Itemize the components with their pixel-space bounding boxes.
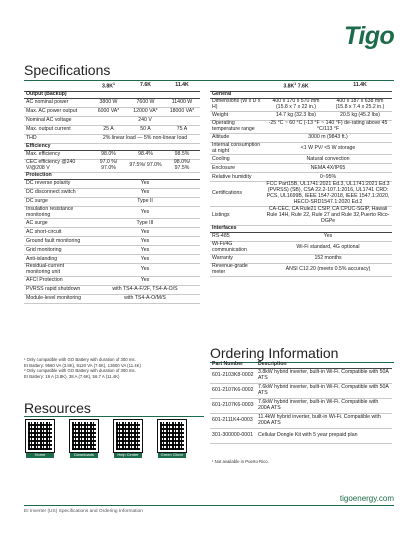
spec-label: Max. output current [24, 125, 90, 134]
part-number: 601-2111K4-0003 [210, 413, 256, 428]
table-row [210, 428, 392, 443]
spec-value: Natural convection [264, 155, 392, 164]
spec-row [24, 286, 200, 295]
spec-value: with TS4-A-O/M/S [90, 295, 200, 304]
spec-value: -25 °C ~ 60 °C (-13 °F ~ 140 °F) de-rating above 45 °C/113 °F [264, 120, 392, 133]
specifications-rule [24, 80, 394, 81]
col-header: 7.6K [127, 82, 164, 91]
spec-label: RS-485 [210, 233, 264, 242]
spec-value: 75 A [164, 125, 200, 134]
part-description: 7.6kW hybrid inverter, built-in Wi-Fi. Compatible with 200A ATS [256, 398, 392, 413]
spec-label: AC nominal power [24, 98, 90, 107]
spec-value: Yes [90, 206, 200, 219]
spec-row [24, 125, 200, 134]
spec-label: Grid monitoring [24, 246, 90, 255]
spec-label: THD [24, 134, 90, 143]
spec-row [24, 179, 200, 188]
header-blank [24, 82, 90, 91]
specifications-title: Specifications [24, 62, 111, 78]
spec-value: CA-CEC, CA Rule21 CSIP, CA CPUC-SGIP, Hawaii Rule 14H, Rule 22, Rule 27 and Rule 32,Puerto Rico-OGPe [264, 207, 392, 226]
spec-row [24, 228, 200, 237]
part-number: 601-2107K6-0002 [210, 383, 256, 398]
spec-value: Yes [90, 179, 200, 188]
qr-home[interactable] [26, 420, 54, 460]
spec-row [24, 150, 200, 159]
footnote: EI Battery: 19 A (3.8K), 38 A (7.6K), 56.7 A (11.4K) [24, 373, 120, 379]
spec-value: 3800 W [90, 98, 127, 107]
spec-value: 98.0%/ 97.5% [164, 159, 200, 172]
spec-label: Revenue-grade meter [210, 264, 264, 277]
header-row [210, 82, 392, 91]
section-row [24, 91, 200, 98]
spec-value: Yes [90, 246, 200, 255]
spec-row [24, 116, 200, 125]
ordering-table [210, 362, 392, 444]
part-description: 3.8kW hybrid inverter, built-in Wi-Fi. Compatible with 50A ATS [256, 368, 392, 383]
spec-row [210, 242, 392, 255]
spec-value: 98.5% [164, 150, 200, 159]
spec-label: Altitude [210, 133, 264, 142]
section-label: Interfaces [210, 226, 392, 233]
spec-row [24, 107, 200, 116]
spec-label: Max. efficiency [24, 150, 90, 159]
spec-label: AC surge [24, 219, 90, 228]
footer-doc-title: EI Inverter (US) Specifications and Ordering Information [24, 509, 143, 514]
spec-value: ANSI C12.20 (meets 0.5% accuracy) [264, 264, 392, 277]
spec-value: Yes [90, 237, 200, 246]
spec-label: Listings [210, 207, 264, 226]
spec-value: 2% linear load — 5% non-linear load [90, 134, 200, 143]
table-row [210, 413, 392, 428]
footnote: ¹ Only compatible with GO Battery with duration of 300 ms. [24, 357, 136, 362]
spec-label: AC short-circuit [24, 228, 90, 237]
spec-value: 20.5 kg (45.2 lbs) [328, 111, 392, 120]
spec-value: Type III [90, 219, 200, 228]
spec-row [210, 133, 392, 142]
spec-value: 6000 VA* [90, 107, 127, 116]
spec-row [210, 98, 392, 111]
spec-row [24, 206, 200, 219]
section-label: Output (Backup) [24, 91, 200, 98]
spec-value: Yes [90, 228, 200, 237]
header-row [24, 82, 200, 91]
section-row [24, 172, 200, 179]
spec-value: with TS4-A-F/2F, TS4-A-O/S [90, 286, 200, 295]
spec-label: Insulation resistance monitoring [24, 206, 90, 219]
spec-value: 0~95% [264, 173, 392, 182]
ordering-title: Ordering Information [210, 345, 339, 361]
section-label: Protection [24, 172, 200, 179]
spec-value: 400 x 170 x 570 mm (15.8 x 7 x 22 in.) [264, 98, 328, 111]
footnote: ² Only compatible with GO Battery with duration of 300 ms. [24, 368, 136, 374]
spec-value: 3000 m (9843 ft.) [264, 133, 392, 142]
col-header: 11.4K [328, 82, 392, 91]
part-number: 601-2103K8-0002 [210, 368, 256, 383]
spec-label: DC disconnect switch [24, 188, 90, 197]
resources-title: Resources [24, 400, 91, 416]
spec-label: DC reverse polarity [24, 179, 90, 188]
section-label: General [210, 91, 392, 98]
col-header: $3.8K^1$ [90, 82, 127, 91]
resources-rule [24, 416, 204, 417]
spec-row [210, 120, 392, 133]
spec-value: NEMA 4X/IP65 [264, 164, 392, 173]
qr-code-icon [26, 420, 54, 452]
spec-label: AFCI Protection [24, 277, 90, 286]
spec-value: 25 A [90, 125, 127, 134]
spec-label: Operating temperature range [210, 120, 264, 133]
spec-table-right [210, 82, 392, 277]
qr-downloads[interactable] [70, 420, 98, 460]
spec-value: 400 x 187 x 638 mm (15.8 x 7.4 x 25.2 in.) [328, 98, 392, 111]
part-description: 7.6kW hybrid inverter, built-in Wi-Fi. Compatible with 50A ATS [256, 383, 392, 398]
spec-value: Yes [90, 277, 200, 286]
spec-label: Weight [210, 111, 264, 120]
spec-label: Certifications [210, 182, 264, 207]
spec-row [24, 219, 200, 228]
spec-label: CEC efficiency @240 V/@208 V [24, 159, 90, 172]
spec-value: Wi-Fi standard, 4G optional [264, 242, 392, 255]
spec-value: Yes [264, 233, 392, 242]
table-row [210, 398, 392, 413]
spec-label: Module-level monitoring [24, 295, 90, 304]
resources-qr-row [24, 420, 204, 464]
col-header: Description [256, 362, 392, 368]
spec-label: Warranty [210, 255, 264, 264]
spec-label: Anti-islanding [24, 255, 90, 264]
spec-row [210, 207, 392, 226]
spec-table-left [24, 82, 200, 304]
col-header: 11.4K [164, 82, 200, 91]
spec-row [24, 237, 200, 246]
spec-value: 97.5%/ 97.0% [127, 159, 164, 172]
spec-row [210, 142, 392, 155]
spec-value: 18000 VA* [164, 107, 200, 116]
spec-row [24, 159, 200, 172]
spec-row [210, 233, 392, 242]
spec-label: Dimensions (W x D x H) [210, 98, 264, 111]
tigo-logo [344, 24, 400, 48]
spec-label: Residual-current monitoring unit [24, 264, 90, 277]
spec-label: Ground fault monitoring [24, 237, 90, 246]
spec-value: Yes [90, 188, 200, 197]
spec-row [24, 264, 200, 277]
spec-label: PVRSS rapid shutdown [24, 286, 90, 295]
qr-label: Home [26, 452, 54, 458]
part-number: 601-2107K6-0003 [210, 398, 256, 413]
qr-help-center[interactable] [114, 420, 142, 460]
qr-code-icon [114, 420, 142, 452]
spec-label: Enclosure [210, 164, 264, 173]
section-label: Efficiency [24, 143, 200, 150]
spec-value: 97.0 %/ 97.0% [90, 159, 127, 172]
spec-row [210, 155, 392, 164]
spec-value: 152 months [264, 255, 392, 264]
qr-green-glove[interactable] [158, 420, 186, 460]
table-row [210, 368, 392, 383]
spec-label: Max. AC power output [24, 107, 90, 116]
spec-value: FCC Part15B, UL1741:2021 Ed.3, UL1741:2021 Ed.3 (PVRSS) (SB), CSA 22.2-107.1:2016, UL1741 CRD: PCS, UL1699B, IEEE 1547-2018, IEEE 1547.1:2020, HECO-SRD1547.1:2020 Ed.2 [264, 182, 392, 207]
spec-footnotes [24, 357, 204, 379]
col-header: $3.8K^1$ 7.6K [264, 82, 328, 91]
spec-row [210, 264, 392, 277]
qr-label: Downloads [70, 452, 98, 458]
spec-value: Yes [90, 264, 200, 277]
spec-row [24, 188, 200, 197]
header-blank [210, 82, 264, 91]
part-number: 301-300000-0001 [210, 428, 256, 443]
spec-label: Nominal AC voltage [24, 116, 90, 125]
spec-value: Type II [90, 197, 200, 206]
spec-value: Yes [90, 255, 200, 264]
spec-label: Relative humidity [210, 173, 264, 182]
footer-rule [24, 505, 394, 506]
table-row [210, 383, 392, 398]
spec-row [210, 164, 392, 173]
qr-code-icon [70, 420, 98, 452]
spec-label: Wi-Fi/4G communication [210, 242, 264, 255]
spec-label: Cooling [210, 155, 264, 164]
logo-text: Tigo [344, 22, 395, 50]
spec-value: 11400 W [164, 98, 200, 107]
spec-value: 7600 W [127, 98, 164, 107]
spec-label: DC surge [24, 197, 90, 206]
spec-label: Internal consumption at night [210, 142, 264, 155]
spec-value: 240 V [90, 116, 200, 125]
spec-value: 12000 VA* [127, 107, 164, 116]
spec-row [210, 182, 392, 207]
spec-value: <1 W PV/ <5 W storage [264, 142, 392, 155]
spec-row [24, 277, 200, 286]
qr-code-icon [158, 420, 186, 452]
spec-value: 50 A [127, 125, 164, 134]
spec-value: 98.0% [90, 150, 127, 159]
part-description: 11.4kW hybrid inverter, built-in Wi-Fi. Compatible with 200A ATS [256, 413, 392, 428]
spec-row [24, 197, 200, 206]
spec-row [24, 246, 200, 255]
spec-row [24, 98, 200, 107]
qr-label: Green Glove [158, 452, 186, 458]
spec-row [210, 111, 392, 120]
ordering-note: ¹ Not available in Puerto Rico. [212, 459, 269, 464]
spec-value: 14.7 kg (32.3 lbs) [264, 111, 328, 120]
col-header: Part Number [210, 362, 256, 368]
section-row [24, 143, 200, 150]
spec-value: 98.4% [127, 150, 164, 159]
footnote: EI Battery: 9560 VA (3.8K), 9120 VA (7.6K), 13600 VA (11.4K) [24, 362, 141, 368]
spec-row [24, 134, 200, 143]
qr-label: Help Center [114, 452, 142, 458]
footer-url-link[interactable]: tigoenergy.com [339, 494, 394, 503]
spec-row [24, 295, 200, 304]
section-row [210, 226, 392, 233]
part-description: Cellular Dongle Kit with 5 year prepaid plan [256, 428, 392, 443]
